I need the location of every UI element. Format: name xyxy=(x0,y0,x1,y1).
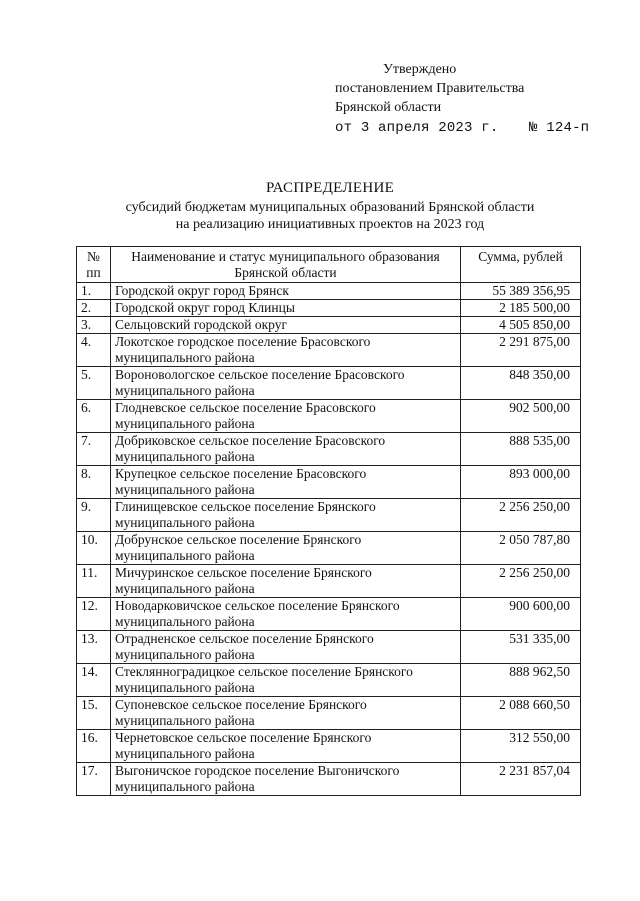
document-subtitle-1: субсидий бюджетам муниципальных образований Брянской области xyxy=(125,200,535,215)
document-heading xyxy=(0,180,640,233)
row-sum: 900 600,00 xyxy=(461,598,581,631)
row-number: 7. xyxy=(77,433,111,466)
row-name: Супоневское сельское поселение Брянского муниципального района xyxy=(111,697,461,730)
table-row xyxy=(77,317,581,334)
approval-decree: постановлением Правительства xyxy=(335,81,525,96)
table-row xyxy=(77,300,581,317)
subsidy-table xyxy=(76,246,581,796)
document-subtitle-2: на реализацию инициативных проектов на 2023 год xyxy=(175,217,485,232)
row-name: Добрунское сельское поселение Брянского муниципального района xyxy=(111,532,461,565)
approval-block xyxy=(335,60,589,138)
row-sum: 893 000,00 xyxy=(461,466,581,499)
row-number: 2. xyxy=(77,300,111,317)
row-number: 5. xyxy=(77,367,111,400)
row-sum: 2 231 857,04 xyxy=(461,763,581,796)
table-row xyxy=(77,697,581,730)
approval-ot: от xyxy=(335,120,353,136)
table-header-row xyxy=(77,247,581,283)
row-number: 4. xyxy=(77,334,111,367)
header-name: Наименование и статус муниципального образования Брянской области xyxy=(111,247,461,283)
row-sum: 888 962,50 xyxy=(461,664,581,697)
approval-number: 124-п xyxy=(546,120,590,136)
row-sum: 2 256 250,00 xyxy=(461,565,581,598)
table-row xyxy=(77,400,581,433)
row-name: Чернетовское сельское поселение Брянского муниципального района xyxy=(111,730,461,763)
row-number: 13. xyxy=(77,631,111,664)
row-name: Вороновологское сельское поселение Брасовского муниципального района xyxy=(111,367,461,400)
header-num-line1: № xyxy=(87,249,100,264)
table-row xyxy=(77,334,581,367)
row-sum: 2 185 500,00 xyxy=(461,300,581,317)
header-num-line2: пп xyxy=(86,265,101,280)
table-row xyxy=(77,598,581,631)
approval-no-sign: № xyxy=(529,120,538,136)
row-number: 17. xyxy=(77,763,111,796)
document-title: РАСПРЕДЕЛЕНИЕ xyxy=(265,180,395,196)
row-number: 12. xyxy=(77,598,111,631)
row-sum: 531 335,00 xyxy=(461,631,581,664)
table-row xyxy=(77,763,581,796)
row-name: Новодарковичское сельское поселение Брянского муниципального района xyxy=(111,598,461,631)
row-name: Мичуринское сельское поселение Брянского муниципального района xyxy=(111,565,461,598)
row-name: Городской округ город Клинцы xyxy=(111,300,461,317)
row-name: Городской округ город Брянск xyxy=(111,283,461,300)
row-name: Стеклянноградицкое сельское поселение Брянского муниципального района xyxy=(111,664,461,697)
row-name: Глодневское сельское поселение Брасовского муниципального района xyxy=(111,400,461,433)
table-row xyxy=(77,565,581,598)
row-sum: 312 550,00 xyxy=(461,730,581,763)
row-sum: 2 088 660,50 xyxy=(461,697,581,730)
table-row xyxy=(77,532,581,565)
row-number: 8. xyxy=(77,466,111,499)
table-row xyxy=(77,433,581,466)
row-number: 11. xyxy=(77,565,111,598)
row-name: Крупецкое сельское поселение Брасовского муниципального района xyxy=(111,466,461,499)
table-row xyxy=(77,466,581,499)
table-row xyxy=(77,730,581,763)
row-sum: 55 389 356,95 xyxy=(461,283,581,300)
row-name: Выгоничское городское поселение Выгоничского муниципального района xyxy=(111,763,461,796)
table-row xyxy=(77,499,581,532)
row-number: 15. xyxy=(77,697,111,730)
row-number: 14. xyxy=(77,664,111,697)
row-number: 16. xyxy=(77,730,111,763)
approval-date-line xyxy=(335,119,589,138)
row-sum: 902 500,00 xyxy=(461,400,581,433)
row-sum: 2 291 875,00 xyxy=(461,334,581,367)
table-row xyxy=(77,283,581,300)
row-sum: 2 050 787,80 xyxy=(461,532,581,565)
row-number: 1. xyxy=(77,283,111,300)
table-row xyxy=(77,367,581,400)
header-sum: Сумма, рублей xyxy=(461,247,581,283)
row-name: Локотское городское поселение Брасовского муниципального района xyxy=(111,334,461,367)
row-sum: 2 256 250,00 xyxy=(461,499,581,532)
row-number: 6. xyxy=(77,400,111,433)
row-sum: 848 350,00 xyxy=(461,367,581,400)
header-num xyxy=(77,247,111,283)
row-name: Отрадненское сельское поселение Брянского муниципального района xyxy=(111,631,461,664)
row-number: 10. xyxy=(77,532,111,565)
row-sum: 888 535,00 xyxy=(461,433,581,466)
row-number: 3. xyxy=(77,317,111,334)
approval-region: Брянской области xyxy=(335,100,442,115)
row-name: Глинищевское сельское поселение Брянского муниципального района xyxy=(111,499,461,532)
row-number: 9. xyxy=(77,499,111,532)
row-name: Сельцовский городской округ xyxy=(111,317,461,334)
approval-approved: Утверждено xyxy=(383,62,457,77)
table-row xyxy=(77,664,581,697)
row-sum: 4 505 850,00 xyxy=(461,317,581,334)
table-row xyxy=(77,631,581,664)
approval-date: 3 апреля 2023 г. xyxy=(360,120,499,136)
row-name: Добриковское сельское поселение Брасовского муниципального района xyxy=(111,433,461,466)
